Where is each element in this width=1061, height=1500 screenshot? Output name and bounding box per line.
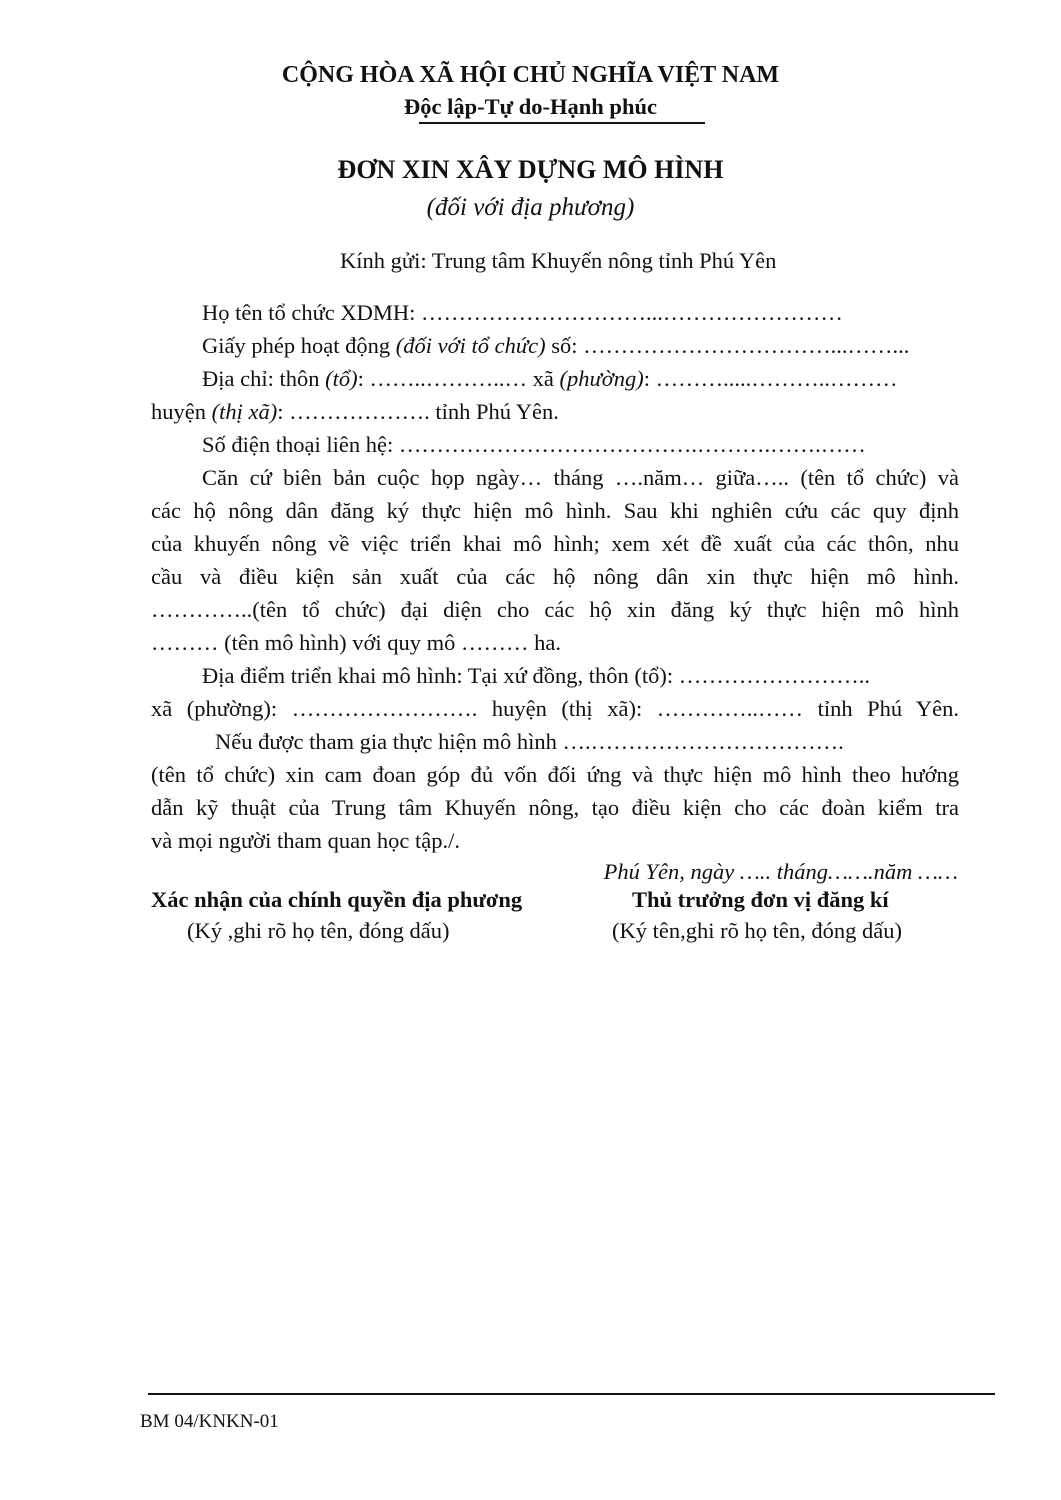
commit-line4: và mọi người tham quan học tập./. xyxy=(151,828,461,853)
org-name-label: Họ tên tổ chức XDMH: xyxy=(202,300,416,325)
para1-line4: cầu và điều kiện sản xuất của các hộ nông dân xin thực hiện mô hình. xyxy=(151,564,959,589)
address-blank-2: : ……….....………..……… xyxy=(643,366,898,391)
left-signer-title: Xác nhận của chính quyền địa phương xyxy=(151,887,523,912)
recipient-line: Kính gửi: Trung tâm Khuyến nông tỉnh Phú Yên xyxy=(340,248,777,273)
address-label: Địa chỉ: thôn xyxy=(202,366,320,391)
motto-underline xyxy=(419,122,705,124)
org-name-blank: …………………………...…………………… xyxy=(421,300,843,325)
para1-line6: ……… (tên mô hình) với quy mô ……… ha. xyxy=(151,630,561,655)
left-signer-note: (Ký ,ghi rõ họ tên, đóng dấu) xyxy=(187,918,450,943)
district-note: (thị xã) xyxy=(211,399,278,424)
license-label: Giấy phép hoạt động xyxy=(202,333,391,358)
location-line2: xã (phường): ……………………. huyện (thị xã): …………..…… tỉnh Phú Yên. xyxy=(151,696,959,721)
address-field xyxy=(202,366,898,392)
phone-label: Số điện thoại liên hệ: xyxy=(202,432,394,457)
address-blank-1: : ……..………..… xã xyxy=(357,366,554,391)
footer-rule xyxy=(148,1393,995,1395)
license-blank: ……………………………...……... xyxy=(583,333,910,358)
commit-line1: Nếu được tham gia thực hiện mô hình ….……………………………. xyxy=(215,729,844,754)
district-field xyxy=(151,399,559,425)
form-code: BM 04/KNKN-01 xyxy=(140,1411,279,1432)
location-line1: Địa điểm triển khai mô hình: Tại xứ đồng, thôn (tổ): …………………….. xyxy=(202,663,870,688)
org-name-field xyxy=(202,300,843,326)
address-thon-note: (tổ) xyxy=(325,366,358,391)
phone-field xyxy=(202,432,866,458)
commit-line2: (tên tổ chức) xin cam đoan góp đủ vốn đối ứng và thực hiện mô hình theo hướng xyxy=(151,762,959,787)
motto: Độc lập-Tự do-Hạnh phúc xyxy=(404,94,657,119)
commit-line3: dẫn kỹ thuật của Trung tâm Khuyến nông, tạo điều kiện cho các đoàn kiểm tra xyxy=(151,795,959,820)
license-number-label: số: xyxy=(551,333,578,358)
right-signer-title: Thủ trưởng đơn vị đăng kí xyxy=(632,887,889,912)
license-note: (đối với tổ chức) xyxy=(395,333,546,358)
phone-blank: ………………………………….……….…….…… xyxy=(398,432,866,457)
place-date-line: Phú Yên, ngày ….. tháng…….năm …… xyxy=(603,859,958,884)
nation-heading: CỘNG HÒA XÃ HỘI CHỦ NGHĨA VIỆT NAM xyxy=(281,62,780,88)
right-signer-note: (Ký tên,ghi rõ họ tên, đóng dấu) xyxy=(612,918,902,943)
para1-line3: của khuyến nông về việc triển khai mô hình; xem xét đề xuất của các thôn, nhu xyxy=(151,531,959,556)
district-label: huyện xyxy=(151,399,206,424)
address-xa-note: (phường) xyxy=(559,366,644,391)
para1-line2: các hộ nông dân đăng ký thực hiện mô hình. Sau khi nghiên cứu các quy định xyxy=(151,498,959,523)
license-field xyxy=(202,333,909,359)
document-title: ĐƠN XIN XÂY DỰNG MÔ HÌNH xyxy=(337,155,724,184)
para1-line1: Căn cứ biên bản cuộc họp ngày… tháng ….năm… giữa….. (tên tổ chức) và xyxy=(202,465,959,490)
para1-line5: …………..(tên tổ chức) đại diện cho các hộ xin đăng ký thực hiện mô hình xyxy=(151,597,959,622)
document-subtitle: (đối với địa phương) xyxy=(426,194,635,221)
district-blank: : ………………. tỉnh Phú Yên. xyxy=(277,399,559,424)
